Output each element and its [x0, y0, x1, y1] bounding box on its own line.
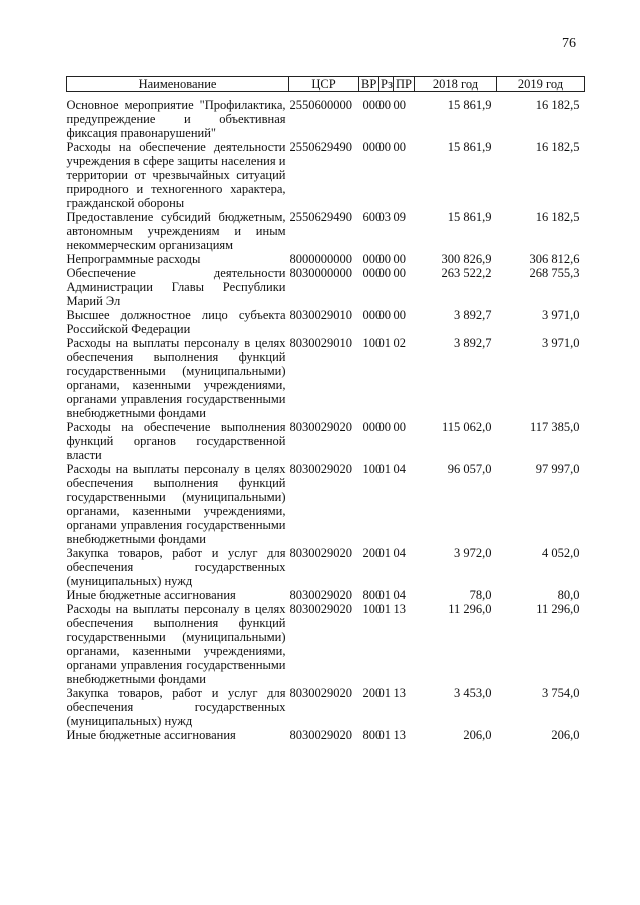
- row-amount-2018: 3 972,0: [454, 546, 492, 560]
- row-vr-code: 200: [362, 686, 382, 700]
- row-rz-code: 01: [378, 728, 391, 742]
- row-amount-2019: 117 385,0: [529, 420, 580, 434]
- row-rz-code: 00: [378, 98, 391, 112]
- table-body: [67, 92, 585, 743]
- row-amount-2018: 115 062,0: [441, 420, 492, 434]
- row-rz-code: 01: [378, 602, 391, 616]
- page-number: 76: [562, 36, 576, 51]
- row-amount-2019: 4 052,0: [542, 546, 580, 560]
- row-amount-2018: 15 861,9: [447, 210, 492, 224]
- table-row: [67, 420, 585, 462]
- row-csr-code: 8030029020: [289, 588, 352, 602]
- row-vr-code: 000: [362, 98, 382, 112]
- row-name: Расходы на обеспечение деятельности учреждения в сфере защиты населения и территории от чрезвычайных ситуаций природного и техногенного характера, гражданской обороны: [66, 140, 286, 210]
- row-vr-code: 800: [362, 728, 382, 742]
- row-amount-2019: 3 971,0: [542, 336, 580, 350]
- table-row: [67, 336, 585, 420]
- table-row: [67, 266, 585, 308]
- column-header-csr: ЦСР: [289, 77, 359, 92]
- column-header-vr: ВР: [359, 77, 379, 92]
- row-name: Расходы на выплаты персоналу в целях обеспечения выполнения функций государственными (муниципальными) органами, казенными учреждениями, органами управления государственными внебюджетными фондами: [66, 602, 286, 686]
- column-header-2018: 2018 год: [415, 77, 497, 92]
- table-row: [67, 588, 585, 602]
- row-name: Непрограммные расходы: [66, 252, 201, 266]
- row-amount-2018: 15 861,9: [447, 140, 492, 154]
- row-csr-code: 8030029020: [289, 728, 352, 742]
- row-csr-code: 2550629490: [289, 140, 352, 154]
- row-pr-code: 09: [393, 210, 406, 224]
- row-rz-code: 00: [378, 140, 391, 154]
- row-rz-code: 01: [378, 686, 391, 700]
- row-amount-2018: 96 057,0: [447, 462, 492, 476]
- row-vr-code: 600: [362, 210, 382, 224]
- row-amount-2018: 3 453,0: [454, 686, 492, 700]
- row-rz-code: 01: [378, 462, 391, 476]
- row-pr-code: 00: [393, 252, 406, 266]
- row-name: Высшее должностное лицо субъекта Российской Федерации: [66, 308, 286, 336]
- row-amount-2019: 16 182,5: [535, 210, 580, 224]
- row-csr-code: 8030000000: [289, 266, 352, 280]
- budget-table: [66, 76, 585, 742]
- row-name: Расходы на обеспечение выполнения функций органов государственной власти: [66, 420, 286, 462]
- row-rz-code: 01: [378, 546, 391, 560]
- row-vr-code: 000: [362, 252, 382, 266]
- row-pr-code: 00: [393, 266, 406, 280]
- row-vr-code: 800: [362, 588, 382, 602]
- row-amount-2019: 3 754,0: [542, 686, 580, 700]
- table-row: [67, 98, 585, 140]
- row-amount-2019: 97 997,0: [535, 462, 580, 476]
- row-amount-2018: 15 861,9: [447, 98, 492, 112]
- table-header: [67, 77, 585, 92]
- row-csr-code: 8030029020: [289, 420, 352, 434]
- row-amount-2018: 3 892,7: [454, 336, 492, 350]
- row-rz-code: 03: [378, 210, 391, 224]
- row-rz-code: 01: [378, 588, 391, 602]
- column-header-rz: Рз: [379, 77, 394, 92]
- row-name: Закупка товаров, работ и услуг для обеспечения государственных (муниципальных) нужд: [66, 546, 286, 588]
- table-row: [67, 462, 585, 546]
- row-pr-code: 04: [393, 546, 406, 560]
- row-csr-code: 8030029010: [289, 308, 352, 322]
- row-pr-code: 00: [393, 308, 406, 322]
- row-name: Закупка товаров, работ и услуг для обеспечения государственных (муниципальных) нужд: [66, 686, 286, 728]
- row-rz-code: 00: [378, 420, 391, 434]
- row-pr-code: 00: [393, 98, 406, 112]
- row-name: Расходы на выплаты персоналу в целях обеспечения выполнения функций государственными (муниципальными) органами, казенными учреждениями, органами управления государственными внебюджетными фондами: [66, 462, 286, 546]
- row-name: Обеспечение деятельности Администрации Главы Республики Марий Эл: [66, 266, 286, 308]
- column-header-pr: ПР: [394, 77, 415, 92]
- row-pr-code: 04: [393, 462, 406, 476]
- row-name: Предоставление субсидий бюджетным, автономным учреждениям и иным некоммерческим организациям: [66, 210, 286, 252]
- row-amount-2018: 11 296,0: [448, 602, 492, 616]
- row-csr-code: 8030029010: [289, 336, 352, 350]
- row-pr-code: 02: [393, 336, 406, 350]
- table-row: [67, 210, 585, 252]
- row-amount-2019: 206,0: [551, 728, 580, 742]
- row-pr-code: 00: [393, 140, 406, 154]
- table-row: [67, 728, 585, 742]
- row-vr-code: 000: [362, 308, 382, 322]
- row-amount-2019: 16 182,5: [535, 140, 580, 154]
- table-row: [67, 308, 585, 336]
- row-pr-code: 04: [393, 588, 406, 602]
- row-name: Иные бюджетные ассигнования: [66, 588, 236, 602]
- row-amount-2018: 78,0: [469, 588, 492, 602]
- table-row: [67, 252, 585, 266]
- row-pr-code: 13: [393, 686, 406, 700]
- row-name: Основное мероприятие "Профилактика, предупреждение и объективная фиксация правонарушений": [66, 98, 286, 140]
- row-name: Расходы на выплаты персоналу в целях обеспечения выполнения функций государственными (муниципальными) органами, казенными учреждениями, органами управления государственными внебюджетными фондами: [66, 336, 286, 420]
- row-vr-code: 000: [362, 420, 382, 434]
- row-csr-code: 8030029020: [289, 602, 352, 616]
- row-pr-code: 13: [393, 602, 406, 616]
- row-rz-code: 00: [378, 266, 391, 280]
- row-amount-2018: 206,0: [463, 728, 492, 742]
- table-row: [67, 686, 585, 728]
- row-amount-2019: 11 296,0: [536, 602, 580, 616]
- row-amount-2019: 3 971,0: [542, 308, 580, 322]
- row-csr-code: 8000000000: [289, 252, 352, 266]
- table-row: [67, 602, 585, 686]
- row-amount-2018: 263 522,2: [441, 266, 492, 280]
- row-csr-code: 8030029020: [289, 546, 352, 560]
- table-row: [67, 140, 585, 210]
- row-vr-code: 100: [362, 462, 382, 476]
- row-amount-2019: 16 182,5: [535, 98, 580, 112]
- row-pr-code: 13: [393, 728, 406, 742]
- row-pr-code: 00: [393, 420, 406, 434]
- row-amount-2018: 300 826,9: [441, 252, 492, 266]
- table-row: [67, 546, 585, 588]
- row-vr-code: 100: [362, 336, 382, 350]
- column-header-2019: 2019 год: [497, 77, 585, 92]
- row-vr-code: 000: [362, 140, 382, 154]
- row-vr-code: 000: [362, 266, 382, 280]
- row-amount-2018: 3 892,7: [454, 308, 492, 322]
- row-csr-code: 8030029020: [289, 686, 352, 700]
- row-amount-2019: 80,0: [557, 588, 580, 602]
- row-csr-code: 2550629490: [289, 210, 352, 224]
- row-rz-code: 00: [378, 252, 391, 266]
- row-rz-code: 00: [378, 308, 391, 322]
- row-vr-code: 100: [362, 602, 382, 616]
- row-name: Иные бюджетные ассигнования: [66, 728, 236, 742]
- row-amount-2019: 306 812,6: [529, 252, 580, 266]
- column-header-name: Наименование: [67, 77, 289, 92]
- row-rz-code: 01: [378, 336, 391, 350]
- row-csr-code: 8030029020: [289, 462, 352, 476]
- row-vr-code: 200: [362, 546, 382, 560]
- row-csr-code: 2550600000: [289, 98, 352, 112]
- row-amount-2019: 268 755,3: [529, 266, 580, 280]
